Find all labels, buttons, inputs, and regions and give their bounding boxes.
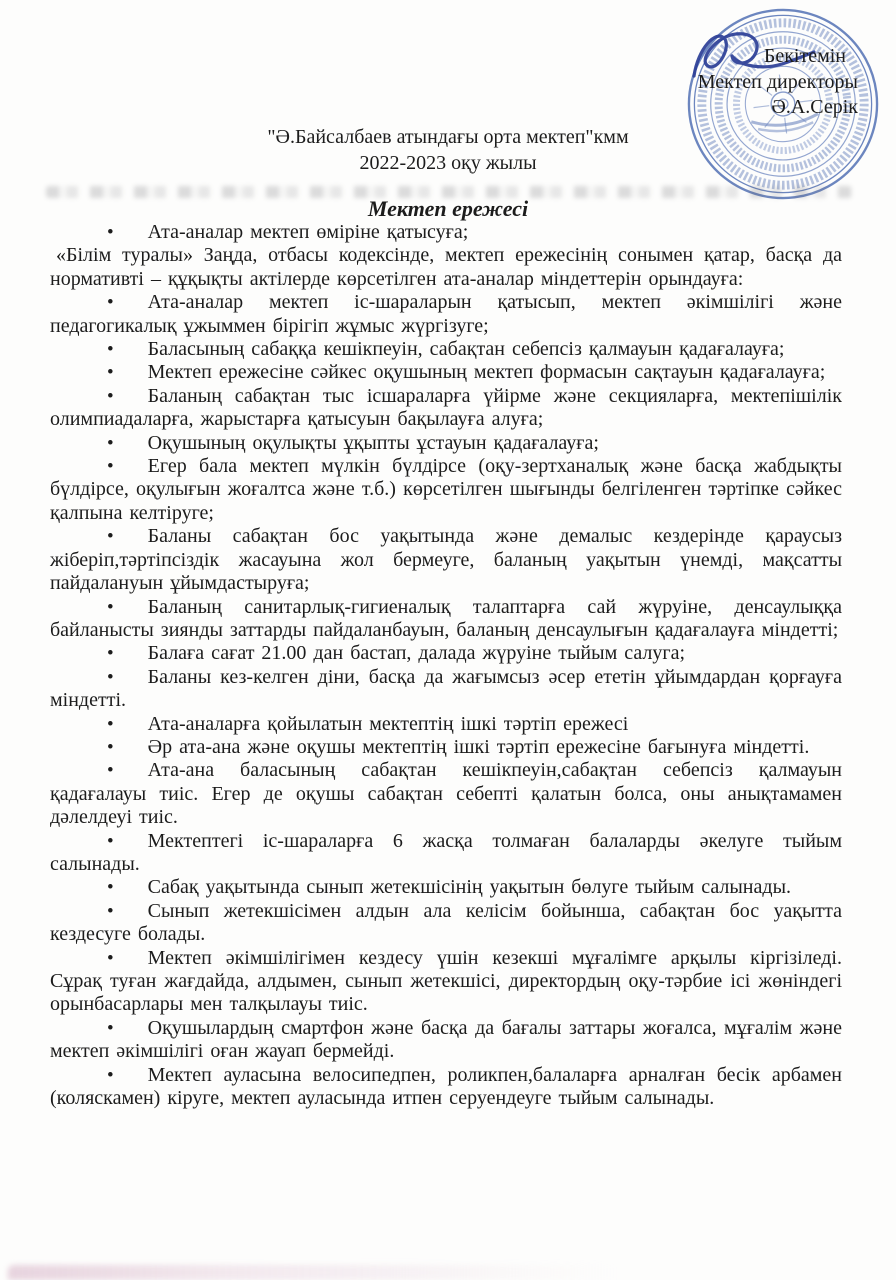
rule-text: Сабақ уақытында сынып жетекшісінің уақытын бөлуге тыйым салынады.: [147, 876, 792, 899]
rule-item: [50, 1017, 842, 1064]
approver-name: Ә.А.Серік: [771, 96, 858, 118]
rule-item: [50, 338, 842, 361]
bullet-marker: •: [107, 432, 114, 454]
bullet-marker: •: [107, 596, 114, 618]
rule-text: Мектептегі іс-шараларға 6 жасқа толмаған балаларды әкелуге тыйым салынады.: [50, 829, 842, 875]
rule-text: Әр ата-ана және оқушы мектептің ішкі тәртіп ережесіне бағынуға міндетті.: [147, 735, 810, 758]
rule-item: [50, 432, 842, 455]
bullet-marker: •: [107, 339, 114, 361]
rule-item: [50, 666, 842, 713]
bullet-marker: •: [107, 713, 114, 735]
bullet-marker: •: [107, 666, 114, 688]
bullet-marker: •: [107, 643, 114, 665]
rule-item: [50, 947, 842, 1017]
rule-item: [50, 876, 842, 899]
rule-text: Ата-аналарға қойылатын мектептің ішкі тәртіп ережесі: [147, 712, 629, 735]
bullet-marker: •: [107, 362, 114, 384]
rule-text: Баласының сабаққа кешікпеуін, сабақтан себепсіз қалмауын қадағалауға;: [147, 338, 785, 361]
rule-text: Сынып жетекшісімен алдын ала келісім бойынша, сабақтан бос уақытта кездесуге болады.: [50, 899, 842, 946]
bullet-marker: •: [107, 736, 114, 758]
bullet-marker: •: [107, 900, 114, 922]
bullet-marker: •: [107, 385, 114, 407]
rule-text: Баланы кез-келген діни, басқа да жағымсыз әсер ететін ұйымдардан қорғауға міндетті.: [50, 665, 842, 712]
rule-item: [50, 736, 842, 759]
rule-text: Баланы сабақтан бос уақытында және демалыс кездерінде қараусыз жіберіп,тәртіпсіздік жасауына жол бермеуге, баланың уақытын үнемді, мақсатты пайдалануын ұйымдастыруға;: [50, 525, 842, 595]
rule-item: [50, 759, 842, 829]
bullet-marker: •: [107, 760, 114, 782]
approval-block: [698, 44, 858, 121]
rule-item: [50, 455, 842, 525]
rule-item: [50, 900, 842, 947]
bullet-marker: •: [107, 222, 114, 243]
rule-text: «Білім туралы» Заңда, отбасы кодексінде, мектеп ережесінің сонымен қатар, басқа да нормативті – құқықты актілерде көрсетілген ата-аналар міндеттерін орындауға:: [50, 244, 842, 290]
rule-text: Мектеп ауласына велосипедпен, роликпен,балаларға арналған бесік арбамен (коляскамен) кіруге, мектеп ауласында итпен серуендеуге тыйым салынады.: [50, 1063, 842, 1110]
rule-text: Оқушының оқулықты ұқыпты ұстауын қадағалауға;: [147, 431, 599, 454]
scan-smudge-artifact: [8, 1265, 618, 1280]
rule-text: Оқушылардың смартфон және басқа да бағалы заттары жоғалса, мұғалім және мектеп әкімшілігі оған жауап бермейді.: [50, 1016, 842, 1063]
rule-item: [50, 596, 842, 643]
bullet-marker: •: [107, 1017, 114, 1039]
rule-item: [50, 830, 842, 877]
approval-word: Бекітемін: [763, 45, 846, 67]
rules-list: [50, 221, 842, 1110]
rule-item: [50, 642, 842, 665]
page-title: Мектеп ережесі: [367, 196, 529, 221]
rule-text: Егер бала мектеп мүлкін бүлдірсе (оқу-зертханалық және басқа жабдықты бүлдірсе, оқулығын жоғалтса және т.б.) көрсетілген шығынды белгіленген тәртіпке сәйкес қалпына келтіруге;: [50, 455, 842, 524]
bullet-marker: •: [107, 456, 114, 478]
school-year: 2022-2023 оқу жылы: [359, 152, 537, 174]
rule-item: [50, 221, 842, 244]
rule-item: [50, 1064, 842, 1111]
approver-role: Мектеп директоры: [697, 70, 858, 93]
rule-text: Ата-ана баласының сабақтан кешікпеуін,сабақтан себепсіз қалмауын қадағалауы тиіс. Егер де оқушы сабақтан себепті қалатын болса, оны анықтамамен дәлелдеуі тиіс.: [50, 759, 842, 829]
rule-item: [50, 361, 842, 384]
rule-item: [50, 385, 842, 432]
bullet-marker: •: [107, 947, 114, 969]
rule-item: [50, 291, 842, 338]
rule-item: [50, 244, 842, 291]
school-name: "Ә.Байсалбаев атындағы орта мектеп"кмм: [267, 126, 629, 148]
rule-text: Баланың сабақтан тыс ісшараларға үйірме және секцияларға, мектепішілік олимпиадаларға, жарыстарға қатысуын бақылауға алуға;: [50, 384, 842, 431]
bullet-marker: •: [107, 526, 114, 548]
rule-item: [50, 525, 842, 595]
rule-text: Ата-аналар мектеп іс-шараларын қатысып, мектеп әкімшілігі және педагогикалық ұжыммен бірігіп жұмыс жүргізуге;: [50, 291, 842, 337]
bullet-marker: •: [107, 877, 114, 899]
document-header: [0, 124, 896, 176]
bullet-marker: •: [107, 1064, 114, 1086]
rule-text: Мектеп әкімшілігімен кездесу үшін кезекші мұғалімге арқылы кіргізіледі. Сұрақ туған жағдайда, алдымен, сынып жетекшісі, директордың оқу-тәрбие ісі жөніндегі орынбасарлары мен талқылауы тиіс.: [50, 946, 842, 1016]
rule-text: Балаға сағат 21.00 дан бастап, далада жүруіне тыйым салуга;: [147, 642, 686, 665]
rule-text: Баланың санитарлық-гигиеналық талаптарға сай жүруіне, денсаулыққа байланысты зиянды заттарды пайдаланбауын, баланың денсаулығын қадағалауға міндетті;: [50, 595, 842, 641]
bullet-marker: •: [107, 830, 114, 852]
rule-text: Ата-аналар мектеп өміріне қатысуға;: [147, 221, 469, 243]
rule-text: Мектеп ережесіне сәйкес оқушының мектеп формасын сақтауын қадағалауға;: [147, 361, 826, 384]
bullet-marker: •: [107, 292, 114, 314]
rule-item: [50, 713, 842, 736]
